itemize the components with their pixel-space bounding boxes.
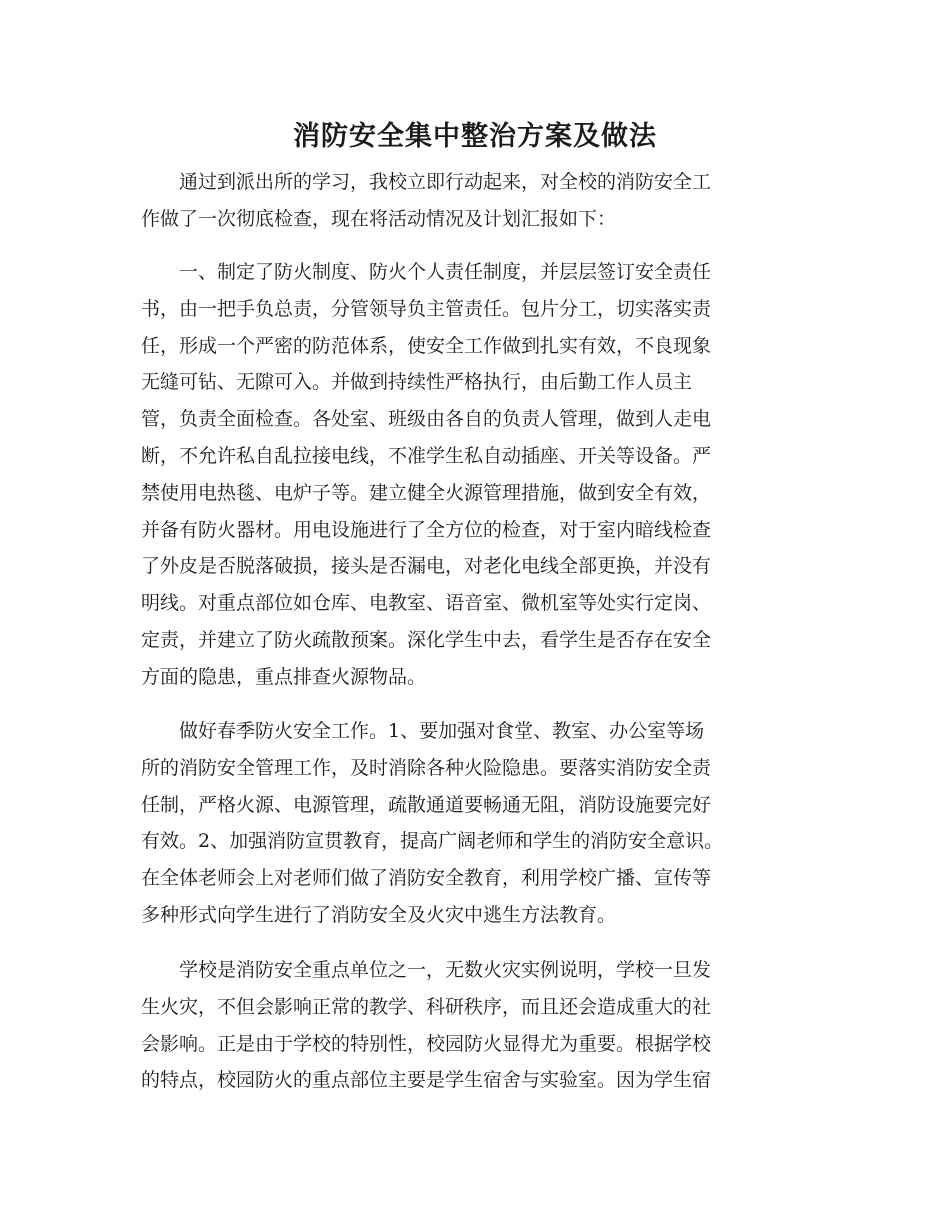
text-line: 有效。2、加强消防宣贯教育，提高广阔老师和学生的消防安全意识。 bbox=[141, 830, 724, 853]
text-line: 任制，严格火源、电源管理，疏散通道要畅通无阻，消防设施要完好 bbox=[141, 793, 712, 816]
text-line: 通过到派出所的学习，我校立即行动起来，对全校的消防安全工 bbox=[141, 171, 712, 193]
text-line: 并备有防火器材。用电设施进行了全方位的检查，对于室内暗线检查 bbox=[141, 518, 712, 541]
paragraph-school-key-unit bbox=[141, 952, 809, 1099]
text-line: 了外皮是否脱落破损，接头是否漏电，对老化电线全部更换，并没有 bbox=[141, 555, 712, 578]
paragraph-fire-system bbox=[141, 254, 809, 696]
text-line: 所的消防安全管理工作，及时消除各种火险隐患。要落实消防安全责 bbox=[141, 756, 712, 779]
text-line: 学校是消防安全重点单位之一，无数火灾实例说明，学校一旦发 bbox=[141, 959, 712, 981]
text-line: 方面的隐患，重点排查火源物品。 bbox=[141, 665, 427, 688]
text-line: 会影响。正是由于学校的特别性，校园防火显得尤为重要。根据学校 bbox=[141, 1032, 712, 1055]
text-line: 多种形式向学生进行了消防安全及火灾中逃生方法教育。 bbox=[141, 903, 617, 926]
text-line: 禁使用电热毯、电炉子等。建立健全火源管理措施，做到安全有效， bbox=[141, 481, 712, 504]
text-line: 定责，并建立了防火疏散预案。深化学生中去，看学生是否存在安全 bbox=[141, 628, 712, 651]
text-line: 的特点，校园防火的重点部位主要是学生宿舍与实验室。因为学生宿 bbox=[141, 1069, 712, 1092]
text-line: 做好春季防火安全工作。1、要加强对食堂、教室、办公室等场 bbox=[141, 720, 705, 742]
paragraph-intro bbox=[141, 164, 809, 238]
text-line: 明线。对重点部位如仓库、电教室、语音室、微机室等处实行定岗、 bbox=[141, 592, 712, 615]
document-title: 消防安全集中整治方案及做法 bbox=[293, 121, 657, 152]
paragraph-spring-fire-safety bbox=[141, 713, 809, 934]
text-line: 作做了一次彻底检查，现在将活动情况及计划汇报如下： bbox=[141, 207, 617, 230]
text-line: 在全体老师会上对老师们做了消防安全教育，利用学校广播、宣传等 bbox=[141, 867, 712, 890]
text-line: 任，形成一个严密的防范体系，使安全工作做到扎实有效，不良现象 bbox=[141, 334, 712, 357]
text-line: 管，负责全面检查。各处室、班级由各自的负责人管理，做到人走电 bbox=[141, 408, 712, 431]
text-line: 一、制定了防火制度、防火个人责任制度，并层层签订安全责任 bbox=[141, 261, 712, 283]
text-line: 无缝可钻、无隙可入。并做到持续性严格执行，由后勤工作人员主 bbox=[141, 371, 693, 394]
text-line: 断，不允许私自乱拉接电线，不准学生私自动插座、开关等设备。严 bbox=[141, 444, 712, 467]
text-line: 书，由一把手负总责，分管领导负主管责任。包片分工，切实落实责 bbox=[141, 297, 712, 320]
text-line: 生火灾，不但会影响正常的教学、科研秩序，而且还会造成重大的社 bbox=[141, 995, 712, 1018]
